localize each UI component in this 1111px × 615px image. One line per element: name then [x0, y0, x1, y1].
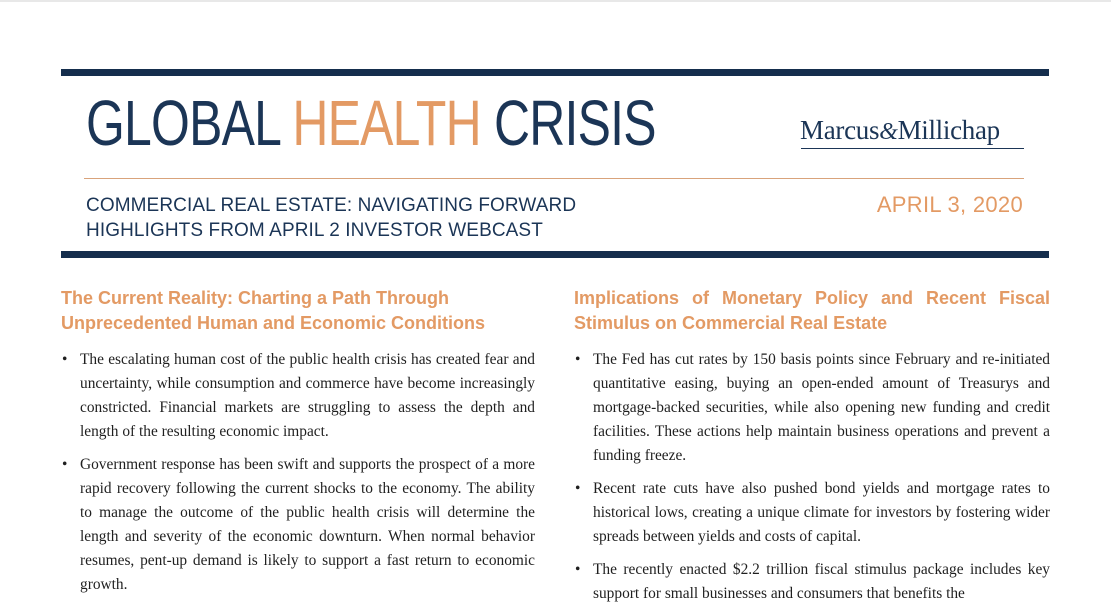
brand-name-part2: Millichap [897, 115, 1000, 145]
left-bullet-list [61, 348, 535, 597]
publication-date: APRIL 3, 2020 [876, 192, 1023, 217]
left-heading-line-1: The Current Reality: Charting a Path Through [61, 288, 450, 308]
left-column [61, 286, 535, 606]
brand-underline [801, 148, 1024, 149]
bullet-item: • The Fed has cut rates by 150 basis points since February and re-initiated quantitative easing, buying an open-ended amount of Treasurys and mortgage-backed securities, while also opening new funding and credit facilities. These actions help maintain business operations and prevent a funding freeze. [574, 348, 1050, 468]
masthead-word-global: GLOBAL [86, 87, 280, 159]
brand-ampersand: & [879, 119, 898, 145]
bullet-item: • The recently enacted $2.2 trillion fiscal stimulus package includes key support for small businesses and consumers that benefits the [574, 558, 1050, 606]
header-bottom-rule [61, 251, 1049, 258]
right-column [574, 286, 1050, 615]
bullet-item: • Government response has been swift and supports the prospect of a more rapid recovery following the current shocks to the economy. The ability to manage the outcome of the public health crisis will determine the length and severity of the economic downturn. When normal behavior resumes, pent-up demand is likely to support a fast return to economic growth. [61, 453, 535, 597]
right-bullet-list [574, 348, 1050, 606]
bullet-item: • Recent rate cuts have also pushed bond yields and mortgage rates to historical lows, creating a unique climate for investors by fostering wider spreads between yields and costs of capital. [574, 477, 1050, 549]
subtitle-line-2: HIGHLIGHTS FROM APRIL 2 INVESTOR WEBCAST [86, 220, 543, 241]
masthead-word-crisis: CRISIS [493, 87, 656, 159]
masthead-title [86, 84, 656, 162]
brand-logo [800, 115, 1000, 146]
brand-name-part1: Marcus [800, 115, 880, 145]
left-section-heading [61, 286, 535, 336]
left-heading-line-2: Unprecedented Human and Economic Conditions [61, 313, 486, 333]
header-divider [84, 178, 1024, 179]
right-heading-line-1: Implications of Monetary Policy and Recent Fiscal [574, 288, 1050, 308]
right-section-heading [574, 286, 1050, 336]
masthead-word-health: HEALTH [292, 87, 481, 159]
page-top-border [0, 0, 1111, 2]
header-top-rule [61, 69, 1049, 76]
bullet-item: • The escalating human cost of the public health crisis has created fear and uncertainty, while consumption and commerce have become increasingly constricted. Financial markets are struggling to assess the depth and length of the resulting economic impact. [61, 348, 535, 444]
right-heading-line-2: Stimulus on Commercial Real Estate [574, 313, 888, 333]
subtitle-line-1: COMMERCIAL REAL ESTATE: NAVIGATING FORWARD [86, 195, 577, 216]
